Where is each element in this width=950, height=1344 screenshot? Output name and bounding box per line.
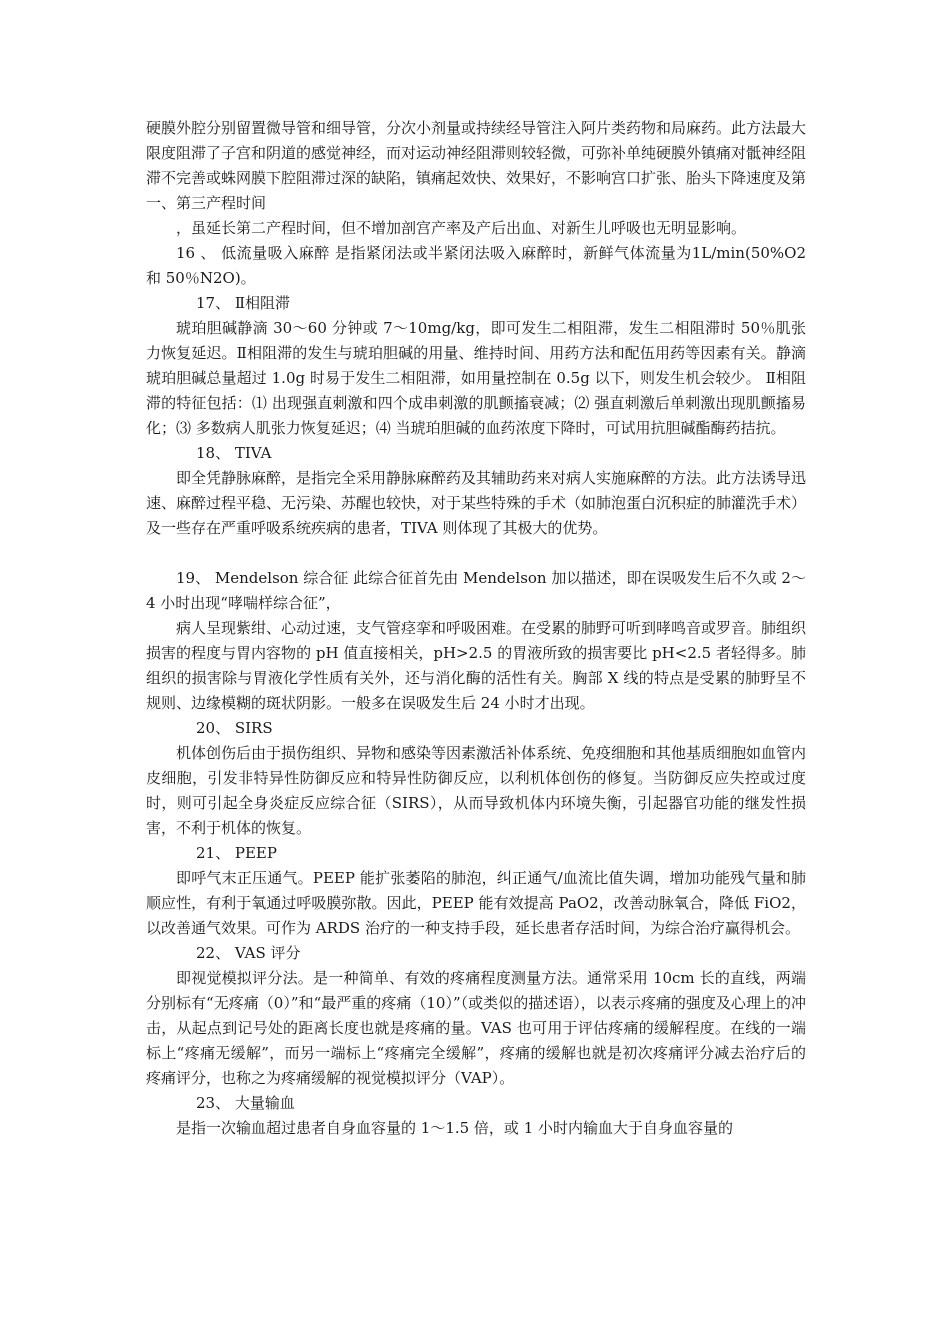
paragraph-mendelson-intro: 19、 Mendelson 综合征 此综合征首先由 Mendelson 加以描述，即在误吸发生后不久或 2～4 小时出现“哮喘样综合征”， xyxy=(146,569,806,612)
heading-massive-transfusion: 23、 大量输血 xyxy=(196,1094,295,1112)
heading-tiva: 18、 TIVA xyxy=(196,444,272,462)
paragraph-vas: 即视觉模拟评分法。是一种简单、有效的疼痛程度测量方法。通常采用 10cm 长的直线，两端分别标有“无疼痛（0）”和“最严重的疼痛（10）”（或类似的描述语），以表示疼痛的强度及心理上的冲击，从起点到记号处的距离长度也就是疼痛的量。VAS 也可用于评估疼痛的缓解程度。在线的一端标上“疼痛无缓解”，而另一端标上“疼痛完全缓解”，疼痛的缓解也就是初次疼痛评分减去治疗后的疼痛评分，也称之为疼痛缓解的视觉模拟评分（VAP）。 xyxy=(146,969,806,1087)
paragraph-massive-transfusion: 是指一次输血超过患者自身血容量的 1～1.5 倍，或 1 小时内输血大于自身血容量的 xyxy=(176,1119,734,1137)
heading-phase-two-block: 17、 Ⅱ相阻滞 xyxy=(196,294,291,312)
document-body xyxy=(146,116,806,1141)
paragraph-tiva: 即全凭静脉麻醉，是指完全采用静脉麻醉药及其辅助药来对病人实施麻醉的方法。此方法诱导迅速、麻醉过程平稳、无污染、苏醒也较快，对于某些特殊的手术（如肺泡蛋白沉积症的肺灌洗手术）及一些存在严重呼吸系统疾病的患者，TIVA 则体现了其极大的优势。 xyxy=(146,469,807,537)
paragraph-sirs: 机体创伤后由于损伤组织、异物和感染等因素激活补体系统、免疫细胞和其他基质细胞如血管内皮细胞，引发非特异性防御反应和特异性防御反应，以利机体创伤的修复。当防御反应失控或过度时，则可引起全身炎症反应综合征（SIRS），从而导致机体内环境失衡，引起器官功能的继发性损害，不利于机体的恢复。 xyxy=(146,744,807,837)
blank-line xyxy=(146,541,806,566)
paragraph-phase-two-block: 琥珀胆碱静滴 30～60 分钟或 7～10mg/kg，即可发生二相阻滞，发生二相阻滞时 50％肌张力恢复延迟。Ⅱ相阻滞的发生与琥珀胆碱的用量、维持时间、用药方法和配伍用药等因素有关。静滴琥珀胆碱总量超过 1.0g 时易于发生二相阻滞，如用量控制在 0.5g 以下，则发生机会较少。 Ⅱ相阻滞的特征包括：⑴ 出现强直刺激和四个成串刺激的肌颤搐衰减；⑵ 强直刺激后单刺激出现肌颤搐易化；⑶ 多数病人肌张力恢复延迟；⑷ 当琥珀胆碱的血药浓度下降时，可试用抗胆碱酯酶药拮抗。 xyxy=(146,319,806,437)
heading-sirs: 20、 SIRS xyxy=(196,719,273,737)
heading-vas: 22、 VAS 评分 xyxy=(196,944,301,962)
paragraph-epidural-continuation: ，虽延长第二产程时间，但不增加剖宫产率及产后出血、对新生儿呼吸也无明显影响。 xyxy=(176,219,747,237)
paragraph-epidural-method: 硬膜外腔分别留置微导管和细导管，分次小剂量或持续经导管注入阿片类药物和局麻药。此方法最大限度阻滞了子宫和阴道的感觉神经，而对运动神经阻滞则较轻微，可弥补单纯硬膜外镇痛对骶神经阻滞不完善或蛛网膜下腔阻滞过深的缺陷，镇痛起效快、效果好，不影响宫口扩张、胎头下降速度及第一、第三产程时间 xyxy=(146,119,807,212)
paragraph-peep: 即呼气末正压通气。PEEP 能扩张萎陷的肺泡，纠正通气/血流比值失调，增加功能残气量和肺顺应性，有利于氧通过呼吸膜弥散。因此，PEEP 能有效提高 PaO2，改善动脉氧合，降低 FiO2，以改善通气效果。可作为 ARDS 治疗的一种支持手段，延长患者存活时间，为综合治疗赢得机会。 xyxy=(146,869,806,937)
paragraph-mendelson-detail: 病人呈现紫绀、心动过速，支气管痉挛和呼吸困难。在受累的肺野可听到哮鸣音或罗音。肺组织损害的程度与胃内容物的 pH 值直接相关，pH>2.5 的胃液所致的损害要比 pH<2.5 者轻得多。肺组织的损害除与胃液化学性质有关外，还与消化酶的活性有关。胸部 X 线的特点是受累的肺野呈不规则、边缘模糊的斑状阴影。一般多在误吸发生后 24 小时才出现。 xyxy=(146,619,807,712)
paragraph-low-flow-anesthesia: 16 、 低流量吸入麻醉 是指紧闭法或半紧闭法吸入麻醉时，新鲜气体流量为1L/min(50%O2 和 50％N2O)。 xyxy=(146,244,806,287)
heading-peep: 21、 PEEP xyxy=(196,844,277,862)
